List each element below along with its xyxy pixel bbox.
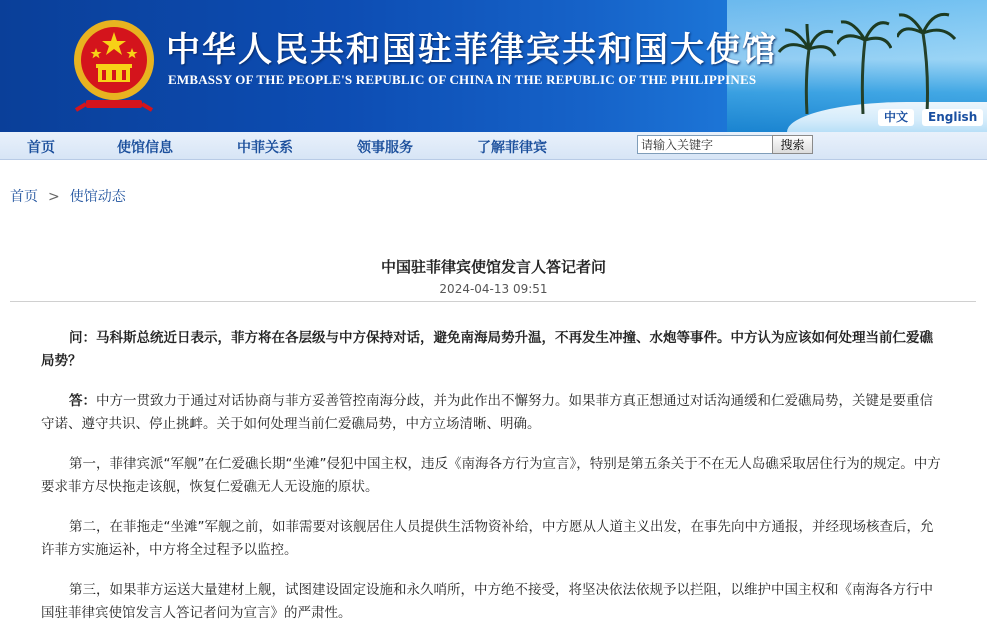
lang-english-button[interactable]: English [922, 109, 983, 126]
article-title: 中国驻菲律宾使馆发言人答记者问 [380, 258, 606, 276]
article-date: 2024-04-13 09:51 [439, 282, 548, 296]
nav-item-embassy-info[interactable]: 使馆信息 [117, 140, 173, 156]
header-banner [0, 0, 987, 132]
breadcrumb-separator: > [48, 189, 60, 205]
breadcrumb [10, 186, 126, 206]
nav-item-consular-services[interactable]: 领事服务 [357, 140, 413, 156]
lang-chinese-button[interactable]: 中文 [878, 109, 914, 126]
search-input[interactable] [637, 135, 775, 154]
article-answer-paragraph [41, 390, 946, 436]
answer-text: 中方一贯致力于通过对话协商与菲方妥善管控南海分歧，并为此作出不懈努力。如果菲方真正想通过对话沟通缓和仁爱礁局势，关键是要重信守诺、遵守共识、停止挑衅。关于如何处理当前仁爱礁局势，中方立场清晰、明确。 [41, 393, 933, 432]
palm-tree-icon [777, 24, 837, 114]
nav-item-about-philippines[interactable]: 了解菲律宾 [477, 140, 547, 156]
article-paragraph-1: 第一，菲律宾派“军舰”在仁爱礁长期“坐滩”侵犯中国主权，违反《南海各方行为宣言》，特别是第五条关于不在无人岛礁采取居住行为的规定。中方要求菲方尽快拖走该舰，恢复仁爱礁无人无设施的原状。 [41, 456, 941, 495]
nav-item-china-philippines-relations[interactable]: 中菲关系 [237, 140, 293, 156]
palm-tree-icon [837, 14, 892, 114]
title-divider [10, 301, 976, 302]
embassy-title-cn: 中华人民共和国驻菲律宾共和国大使馆 [166, 30, 778, 70]
main-nav [0, 132, 987, 160]
search-button[interactable]: 搜索 [772, 135, 813, 154]
embassy-title-en: EMBASSY OF THE PEOPLE'S REPUBLIC OF CHINA IN THE REPUBLIC OF THE PHILIPPINES [168, 72, 757, 87]
national-emblem-icon [72, 14, 156, 114]
nav-item-home[interactable]: 首页 [27, 140, 55, 156]
article-body [41, 327, 946, 642]
article-paragraph-2: 第二，在菲拖走“坐滩”军舰之前，如菲需要对该舰居住人员提供生活物资补给，中方愿从人道主义出发，在事先向中方通报，并经现场核查后，允许菲方实施运补，中方将全过程予以监控。 [41, 519, 934, 558]
breadcrumb-current-link[interactable]: 使馆动态 [69, 189, 126, 205]
answer-label: 答： [69, 393, 96, 409]
article-paragraph-3: 第三，如果菲方运送大量建材上舰，试图建设固定设施和永久哨所，中方绝不接受，将坚决依法依规予以拦阻，以维护中国主权和《南海各方行中国驻菲律宾使馆发言人答记者问为宣言》的严肃性。 [41, 582, 933, 621]
palm-tree-icon [897, 9, 957, 114]
article-question: 问：马科斯总统近日表示，菲方将在各层级与中方保持对话，避免南海局势升温，不再发生冲撞、水炮等事件。中方认为应该如何处理当前仁爱礁局势？ [41, 330, 933, 369]
breadcrumb-home-link[interactable]: 首页 [10, 189, 38, 205]
